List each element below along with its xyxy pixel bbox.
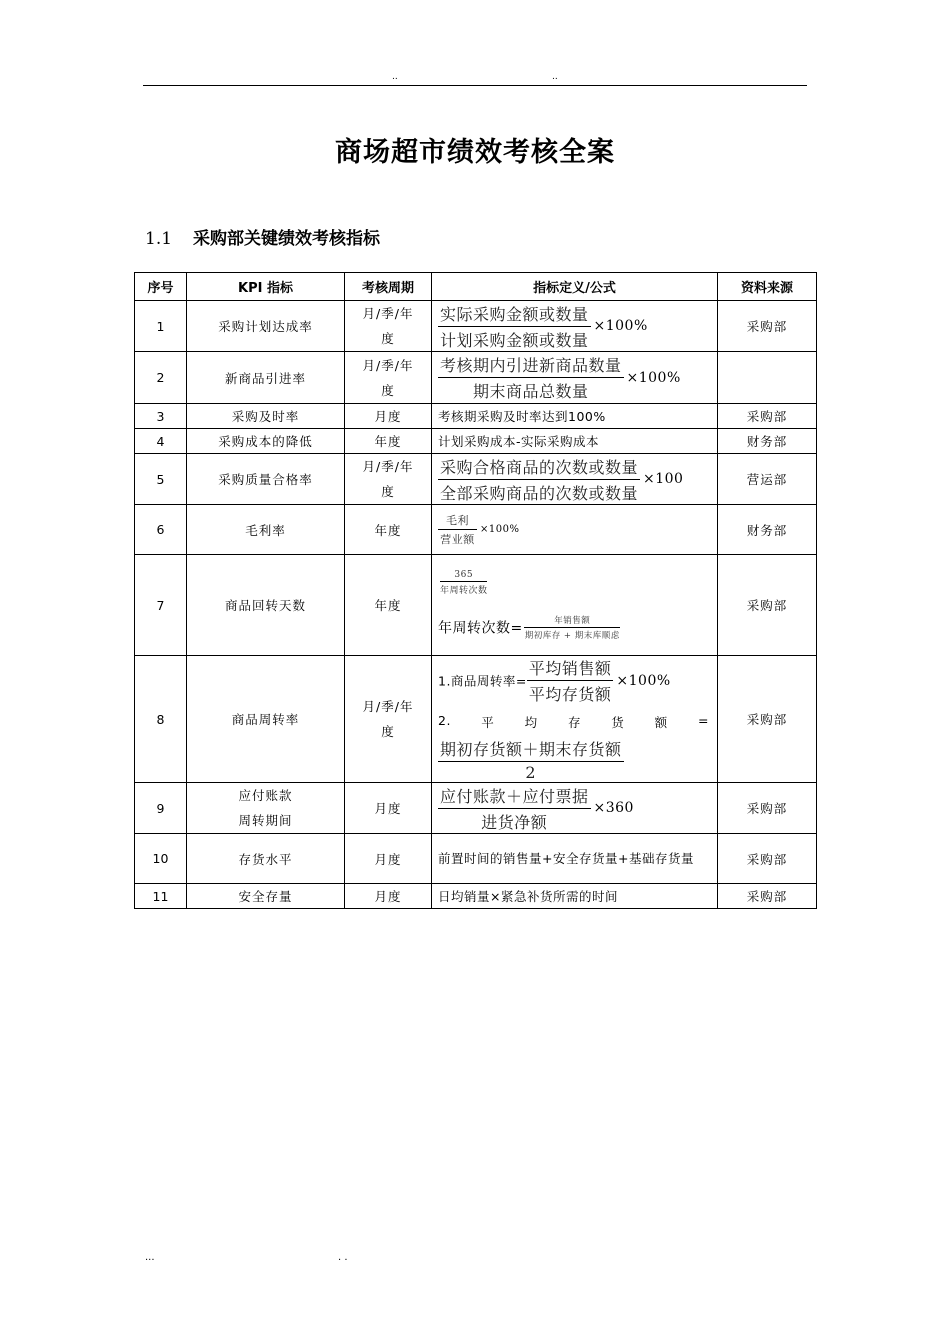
denominator: 进货净额: [481, 812, 548, 832]
row-kpi: 采购成本的降低: [187, 429, 345, 454]
cycle-line-1: 月/季/年: [362, 357, 414, 373]
row-no: 2: [135, 352, 187, 404]
row-source: 采购部: [718, 656, 817, 783]
section-title: 采购部关键绩效考核指标: [193, 229, 380, 249]
header-no: 序号: [135, 273, 187, 301]
denominator: 营业额: [440, 533, 475, 546]
numerator: 平均销售额: [527, 656, 614, 681]
row-cycle: [345, 454, 432, 505]
row-kpi: 商品周转率: [187, 656, 345, 783]
row-no: 8: [135, 656, 187, 783]
row-no: 1: [135, 301, 187, 352]
row-formula: [432, 301, 718, 352]
table-row: [135, 404, 817, 429]
row-no: 4: [135, 429, 187, 454]
formula-2-char: 均: [524, 715, 538, 730]
fraction: [438, 302, 591, 351]
row-cycle: 月度: [345, 884, 432, 909]
row-kpi: 采购质量合格率: [187, 454, 345, 505]
row-kpi: [187, 783, 345, 834]
row-cycle: 月度: [345, 783, 432, 834]
row-cycle: [345, 301, 432, 352]
header-source: 资料来源: [718, 273, 817, 301]
table-row: [135, 454, 817, 505]
denominator: 期初库存 + 期末库顺虑: [524, 630, 620, 641]
cycle-line-1: 月/季/年: [362, 699, 414, 714]
row-cycle: 月度: [345, 834, 432, 884]
denominator: 年周转次数: [440, 585, 488, 596]
numerator: 毛利: [438, 512, 477, 530]
row-cycle: 年度: [345, 555, 432, 656]
denominator: 计划采购金额或数量: [440, 330, 589, 350]
row-no: 7: [135, 555, 187, 656]
row-formula: [432, 555, 718, 656]
table-row: [135, 884, 817, 909]
row-cycle: [345, 352, 432, 404]
header-kpi: KPI 指标: [187, 273, 345, 301]
cycle-line-2: 度: [381, 331, 395, 346]
turnover-label: 年周转次数=: [438, 620, 523, 636]
cycle-line-2: 度: [381, 724, 395, 739]
denominator: 2: [525, 763, 537, 782]
fraction: [438, 455, 640, 504]
row-cycle: 年度: [345, 429, 432, 454]
row-no: 9: [135, 783, 187, 834]
row-source: 采购部: [718, 783, 817, 834]
fraction: [523, 614, 622, 641]
table-row: [135, 834, 817, 884]
cycle-line-2: 度: [381, 484, 395, 499]
denominator: 平均存货额: [528, 685, 612, 704]
row-kpi: 采购计划达成率: [187, 301, 345, 352]
section-number: 1.1: [145, 229, 173, 249]
header-rule: [143, 85, 807, 86]
row-source: 财务部: [718, 505, 817, 555]
multiplier: ×100%: [616, 672, 671, 689]
fraction: [438, 737, 624, 782]
denominator: 全部采购商品的次数或数量: [440, 483, 639, 503]
row-source: 财务部: [718, 429, 817, 454]
cycle-line-2: 度: [381, 382, 395, 398]
formula-2-char: 货: [611, 715, 625, 730]
multiplier: ×100%: [480, 524, 520, 535]
table-row: [135, 429, 817, 454]
kpi-line-1: 应付账款: [238, 788, 293, 803]
formula-2-label: [438, 713, 713, 731]
formula-2-char: 2.: [438, 713, 451, 728]
header-right-dots: ..: [552, 72, 558, 82]
row-no: 11: [135, 884, 187, 909]
formula-1-label: 1.商品周转率=: [438, 673, 527, 689]
row-no: 3: [135, 404, 187, 429]
numerator: 年销售额: [524, 614, 620, 628]
multiplier: ×100%: [593, 318, 648, 334]
fraction: [438, 512, 477, 547]
row-formula: [432, 454, 718, 505]
fraction: [438, 784, 591, 833]
row-no: 6: [135, 505, 187, 555]
row-definition: 前置时间的销售量+安全存货量+基础存货量: [432, 834, 718, 884]
header-cycle: 考核周期: [345, 273, 432, 301]
row-source: 采购部: [718, 301, 817, 352]
row-source: [718, 352, 817, 404]
page-title: 商场超市绩效考核全案: [335, 137, 615, 168]
multiplier: ×100%: [626, 369, 681, 386]
formula-2-char: =: [697, 713, 709, 728]
row-definition: 日均销量×紧急补货所需的时间: [432, 884, 718, 909]
fraction: [438, 353, 624, 402]
row-definition: 计划采购成本-实际采购成本: [432, 429, 718, 454]
table-row: [135, 505, 817, 555]
formula-2-char: 平: [481, 715, 495, 730]
numerator: 采购合格商品的次数或数量: [438, 455, 640, 480]
kpi-table: [134, 272, 817, 909]
multiplier: ×360: [593, 800, 634, 816]
row-source: 采购部: [718, 404, 817, 429]
table-row: [135, 555, 817, 656]
multiplier: ×100: [643, 471, 684, 487]
cycle-line-1: 月/季/年: [362, 459, 414, 474]
row-kpi: 新商品引进率: [187, 352, 345, 404]
table-header-row: [135, 273, 817, 301]
row-no: 5: [135, 454, 187, 505]
row-no: 10: [135, 834, 187, 884]
row-formula: [432, 352, 718, 404]
row-cycle: 月度: [345, 404, 432, 429]
row-kpi: 安全存量: [187, 884, 345, 909]
table-row: [135, 783, 817, 834]
row-source: 采购部: [718, 555, 817, 656]
row-definition: 考核期采购及时率达到100%: [432, 404, 718, 429]
numerator: 期初存货额＋期末存货额: [438, 737, 624, 762]
row-kpi: 商品回转天数: [187, 555, 345, 656]
numerator: 365: [440, 570, 487, 582]
kpi-line-2: 周转期间: [238, 813, 293, 828]
numerator: 应付账款＋应付票据: [438, 784, 591, 809]
formula-2-char: 额: [654, 715, 668, 730]
row-formula: [432, 656, 718, 783]
table-row: [135, 656, 817, 783]
fraction: [438, 570, 490, 596]
fraction: [527, 656, 614, 705]
table-row: [135, 352, 817, 404]
numerator: 考核期内引进新商品数量: [438, 353, 624, 378]
footer-left-dots: ...: [145, 1252, 155, 1263]
row-source: 采购部: [718, 884, 817, 909]
row-cycle: 年度: [345, 505, 432, 555]
header-left-dots: ..: [392, 72, 398, 82]
footer-right-dots: . .: [338, 1252, 348, 1263]
row-kpi: 采购及时率: [187, 404, 345, 429]
cycle-line-1: 月/季/年: [362, 306, 414, 321]
row-source: 营运部: [718, 454, 817, 505]
formula-2-char: 存: [567, 715, 581, 730]
row-kpi: 毛利率: [187, 505, 345, 555]
row-source: 采购部: [718, 834, 817, 884]
row-formula: [432, 505, 718, 555]
row-cycle: [345, 656, 432, 783]
table-row: [135, 301, 817, 352]
numerator: 实际采购金额或数量: [438, 302, 591, 327]
row-kpi: 存货水平: [187, 834, 345, 884]
section-heading: [145, 224, 380, 249]
denominator: 期末商品总数量: [473, 382, 589, 401]
header-definition: 指标定义/公式: [432, 273, 718, 301]
row-formula: [432, 783, 718, 834]
